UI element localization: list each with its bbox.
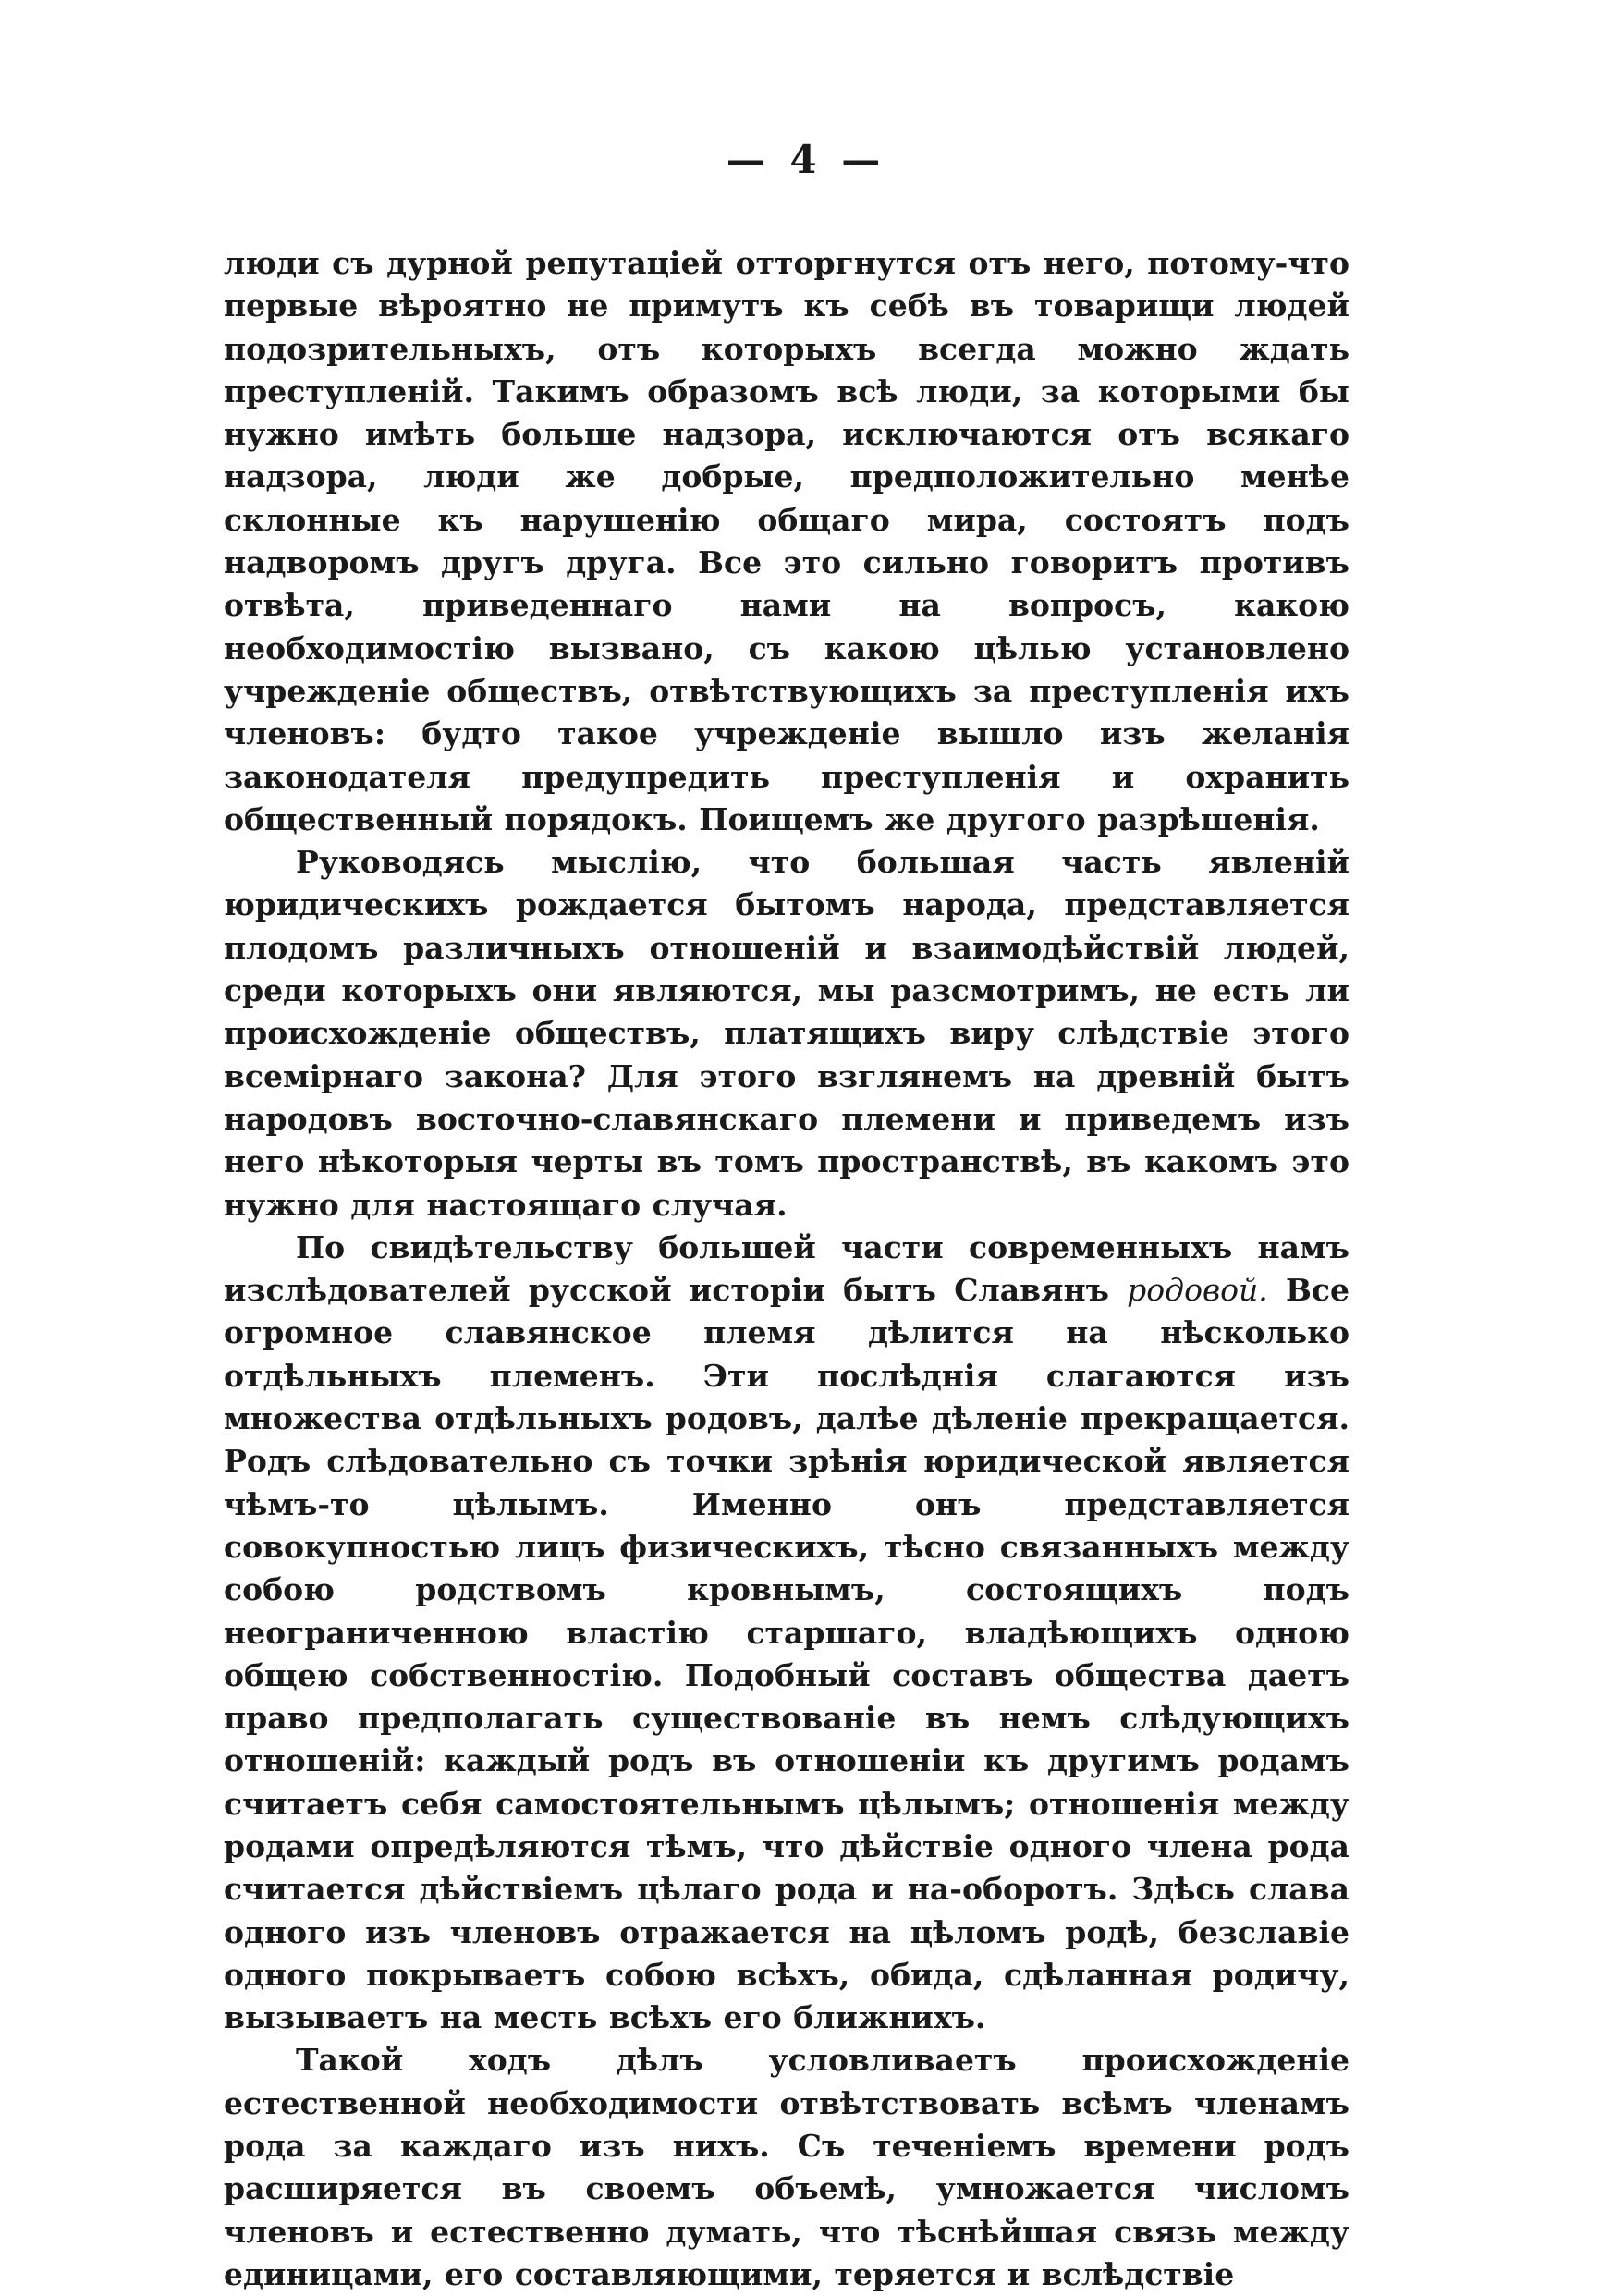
paragraph-3-italic-term: родовой.	[1127, 1272, 1268, 1309]
paragraph-3-text-end: Все огромное славянское племя дѣлится на нѣсколько отдѣльныхъ племенъ. Эти послѣднія слагаются изъ множества отдѣльныхъ родовъ, далѣе дѣленіе прекращается. Родъ слѣдовательно съ точки зрѣнія юридической является чѣмъ-то цѣлымъ. Именно онъ представляется совокупностью лицъ физическихъ, тѣсно связанныхъ между собою родствомъ кровнымъ, состоящихъ подъ неограниченною властію старшаго, владѣющихъ одною общею собственностію. Подобный составъ общества даетъ право предполагать существованіе въ немъ слѣдующихъ отношеній: каждый родъ въ отношеніи къ другимъ родамъ считаетъ себя самостоятельнымъ цѣлымъ; отношенія между родами опредѣляются тѣмъ, что дѣйствіе одного члена рода считается дѣйствіемъ цѣлаго рода и на-оборотъ. Здѣсь слава одного изъ членовъ отражается на цѣломъ родѣ, безславіе одного покрываетъ собою всѣхъ, обида, сдѣланная родичу, вызываетъ на месть всѣхъ его ближнихъ.	[224, 1272, 1349, 2036]
body-text	[224, 242, 1349, 2296]
paragraph-2: Руководясь мыслію, что большая часть явленій юридическихъ рождается бытомъ народа, представляется плодомъ различныхъ отношеній и взаимодѣйствій людей, среди которыхъ они являются, мы разсмотримъ, не есть ли происхожденіе обществъ, платящихъ виру слѣдствіе этого всемірнаго закона? Для этого взглянемъ на древній бытъ народовъ восточно-славянскаго племени и приведемъ изъ него нѣкоторыя черты въ томъ пространствѣ, въ какомъ это нужно для настоящаго случая.	[224, 844, 1349, 1223]
paragraph-3	[224, 1227, 1349, 2040]
paragraph-1: люди съ дурной репутаціей отторгнутся отъ него, потому-что первые вѣроятно не примутъ къ себѣ въ товарищи людей подозрительныхъ, отъ которыхъ всегда можно ждать преступленій. Такимъ образомъ всѣ люди, за которыми бы нужно имѣть больше надзора, исключаются отъ всякаго надзора, люди же добрые, предположительно менѣе склонные къ нарушенію общаго мира, состоятъ подъ надворомъ другъ друга. Все это сильно говоритъ противъ отвѣта, приведеннаго нами на вопросъ, какою необходимостію вызвано, съ какою цѣлью установлено учрежденіе обществъ, отвѣтствующихъ за преступленія ихъ членовъ: будто такое учрежденіе вышло изъ желанія законодателя предупредить преступленія и охранить общественный порядокъ. Поищемъ же другого разрѣшенія.	[224, 245, 1349, 837]
paragraph-3-text-start: По свидѣтельству большей части современныхъ намъ изслѣдователей русской исторіи бытъ Славянъ	[224, 1228, 1349, 1309]
paragraph-4: Такой ходъ дѣлъ условливаетъ происхожденіе естественной необходимости отвѣтствовать всѣмъ членамъ рода за каждаго изъ нихъ. Съ теченіемъ времени родъ расширяется въ своемъ объемѣ, умножается числомъ членовъ и естественно думать, что тѣснѣйшая связь между единицами, его составляющими, теряется и вслѣдствіе	[224, 2042, 1349, 2292]
page-number: — 4 —	[726, 137, 886, 182]
